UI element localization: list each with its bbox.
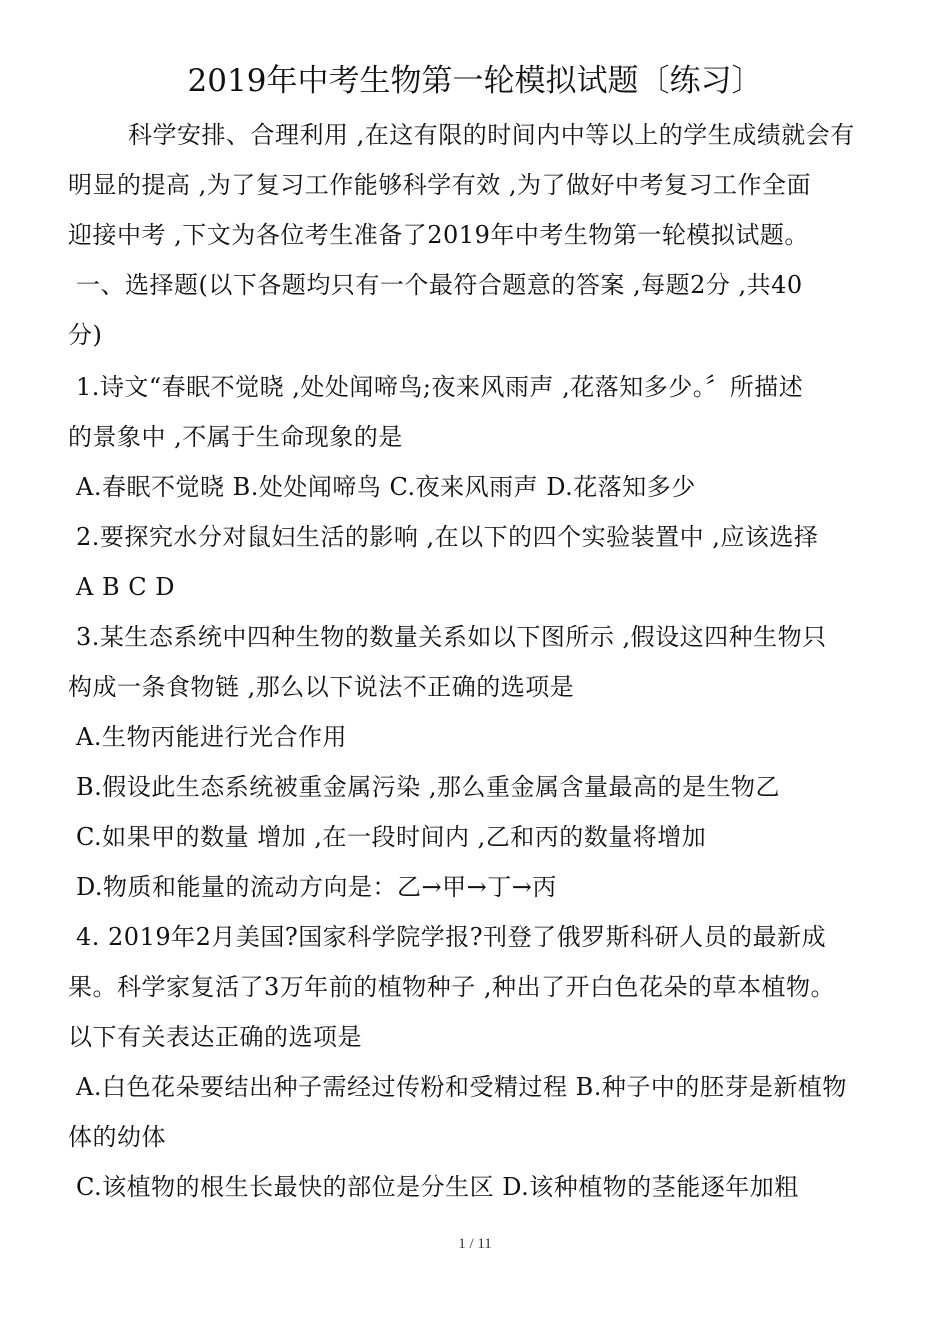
intro-line-3: 迎接中考 ,下文为各位考生准备了2019年中考生物第一轮模拟试题。 (68, 221, 809, 249)
question-4-options-ab: A.白色花朵要结出种子需经过传粉和受精过程 B.种子中的胚芽是新植物 (76, 1073, 847, 1101)
page-number: 1 / 11 (458, 1236, 492, 1252)
question-4-cont-1: 果。科学家复活了3万年前的植物种子 ,种出了开白色花朵的草本植物。 (68, 973, 836, 1001)
question-1: 1.诗文“春眠不觉晓 ,处处闻啼鸟;夜来风雨声 ,花落知多少。〞所描述 (76, 373, 804, 401)
question-3-option-d: D.物质和能量的流动方向是：乙→甲→丁→丙 (76, 873, 557, 901)
question-3-option-b: B.假设此生态系统被重金属污染 ,那么重金属含量最高的是生物乙 (76, 773, 781, 801)
question-3-option-a: A.生物丙能进行光合作用 (76, 723, 347, 751)
intro-line-2: 明显的提高 ,为了复习工作能够科学有效 ,为了做好中考复习工作全面 (68, 171, 812, 199)
question-3: 3.某生态系统中四种生物的数量关系如以下图所示 ,假设这四种生物只 (76, 623, 827, 651)
intro-line-1: 科学安排、合理利用 ,在这有限的时间内中等以上的学生成绩就会有 (128, 121, 855, 149)
question-4: 4. 2019年2月美国?国家科学院学报?刊登了俄罗斯科研人员的最新成 (76, 923, 827, 951)
question-1-cont: 的景象中 ,不属于生命现象的是 (68, 423, 403, 451)
question-1-options: A.春眠不觉晓 B.处处闻啼鸟 C.夜来风雨声 D.花落知多少 (76, 473, 696, 501)
question-4-options-cd: C.该植物的根生长最快的部位是分生区 D.该种植物的茎能逐年加粗 (76, 1173, 799, 1201)
section-heading-cont: 分) (68, 321, 103, 349)
question-3-cont: 构成一条食物链 ,那么以下说法不正确的选项是 (68, 673, 575, 701)
question-3-option-c: C.如果甲的数量 增加 ,在一段时间内 ,乙和丙的数量将增加 (76, 823, 707, 851)
question-2: 2.要探究水分对鼠妇生活的影响 ,在以下的四个实验装置中 ,应该选择 (76, 523, 819, 551)
section-heading: 一、选择题(以下各题均只有一个最符合题意的答案 ,每题2分 ,共40 (76, 271, 803, 299)
question-2-options: A B C D (76, 573, 175, 601)
question-4-options-ab-cont: 体的幼体 (68, 1123, 166, 1151)
question-4-cont-2: 以下有关表达正确的选项是 (68, 1023, 362, 1051)
document-title: 2019年中考生物第一轮模拟试题〔练习〕 (187, 63, 763, 99)
